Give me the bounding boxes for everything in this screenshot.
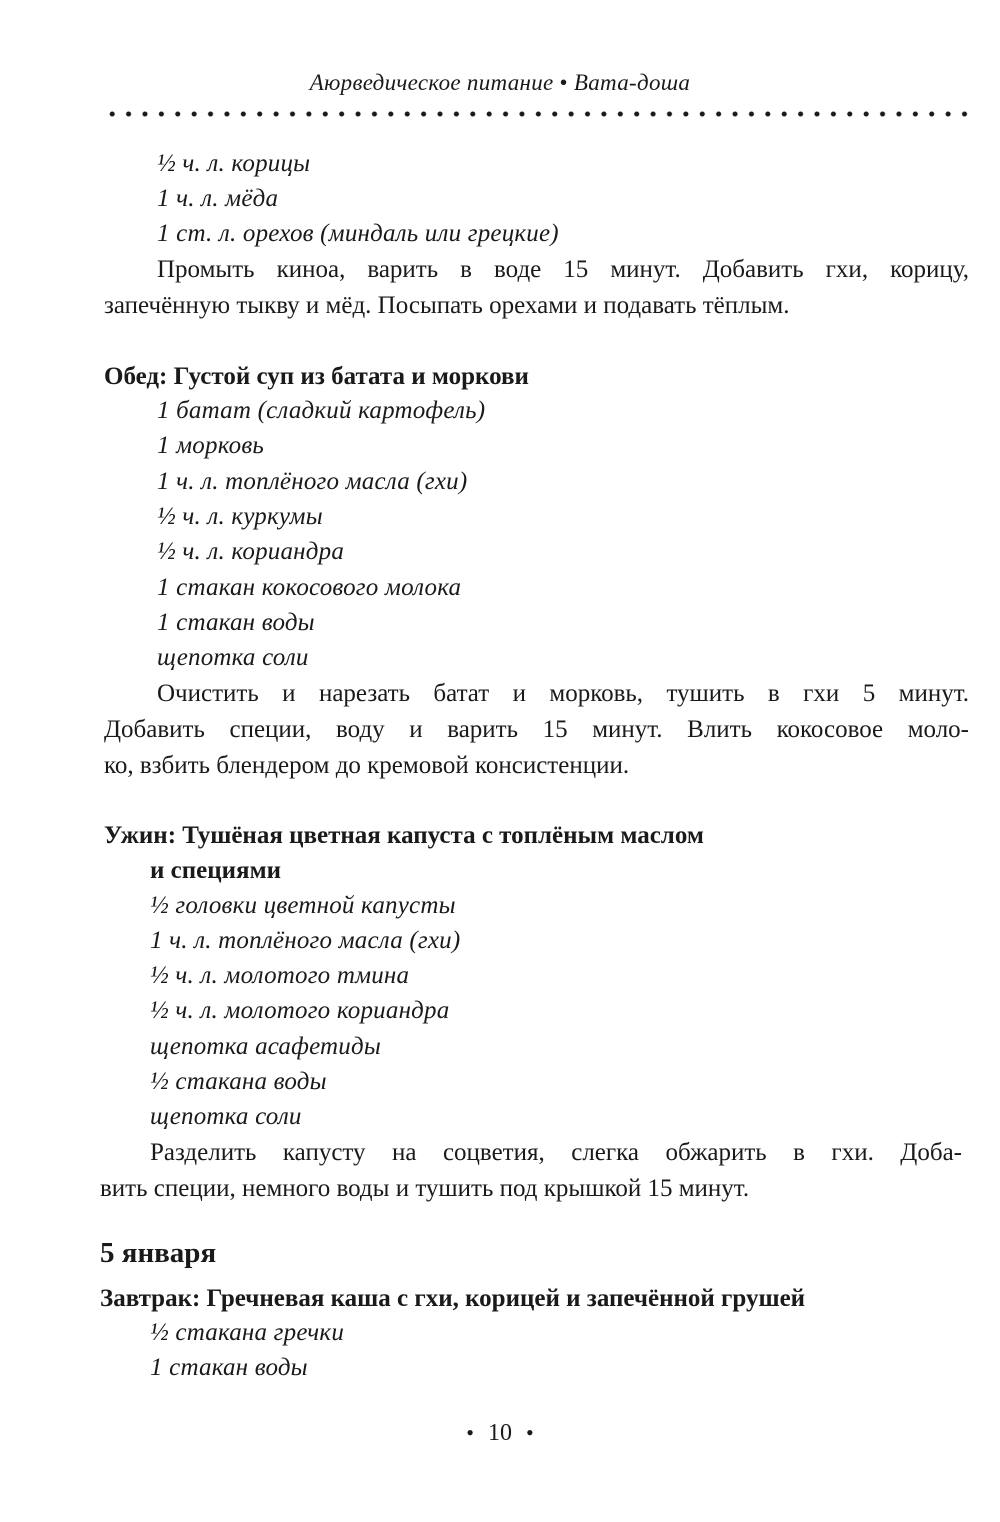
dinner-recipe-title-continued: и специями (150, 857, 282, 884)
instruction-line: Разделить капусту на соцветия, слегка обжарить в гхи. Доба- (150, 1139, 962, 1166)
instruction-line: ко, взбить блендером до кремовой консистенции. (104, 752, 630, 779)
ingredient-line: ½ ч. л. корицы (157, 150, 311, 177)
ingredient-line: 1 ч. л. топлёного масла (гхи) (150, 927, 461, 954)
ingredient-line: щепотка соли (157, 644, 309, 671)
breakfast-recipe-title: Завтрак: Гречневая каша с гхи, корицей и запечённой грушей (100, 1285, 806, 1312)
ingredient-line: ½ ч. л. молотого кориандра (150, 997, 450, 1024)
ingredient-line: 1 ст. л. орехов (миндаль или грецкие) (157, 220, 559, 247)
ingredient-line: 1 ч. л. топлёного масла (гхи) (157, 468, 468, 495)
header-book-title: Аюрведическое питание (309, 70, 554, 95)
ingredient-line: ½ головки цветной капусты (150, 892, 456, 919)
lunch-recipe-title: Обед: Густой суп из батата и моркови (104, 363, 529, 390)
ingredient-line: ½ стакана воды (150, 1068, 327, 1095)
page-number: 10 (488, 1420, 512, 1446)
page-footer (0, 1420, 1000, 1447)
header-chapter-title: Вата-доша (573, 70, 691, 95)
ingredient-line: ½ стакана гречки (150, 1319, 345, 1346)
footer-bullet-left: • (466, 1420, 474, 1445)
ingredient-line: ½ ч. л. кориандра (157, 538, 345, 565)
ingredient-line: 1 батат (сладкий картофель) (157, 397, 486, 424)
ingredient-line: 1 морковь (157, 432, 264, 459)
footer-bullet-right: • (526, 1420, 534, 1445)
instruction-line: запечённую тыкву и мёд. Посыпать орехами и подавать тёплым. (104, 292, 790, 319)
instruction-line: Добавить специи, воду и варить 15 минут. Влить кокосовое моло- (104, 716, 969, 743)
ingredient-line: щепотка асафетиды (150, 1033, 381, 1060)
instruction-line: вить специи, немного воды и тушить под крышкой 15 минут. (100, 1175, 750, 1202)
header-separator: • (559, 70, 568, 95)
ingredient-line: 1 стакан воды (157, 609, 315, 636)
header-dotted-rule (104, 108, 976, 120)
ingredient-line: 1 стакан кокосового молока (157, 574, 462, 601)
dinner-recipe-title: Ужин: Тушёная цветная капуста с топлёным маслом (104, 822, 704, 849)
ingredient-line: щепотка соли (150, 1103, 302, 1130)
ingredient-line: ½ ч. л. молотого тмина (150, 962, 410, 989)
ingredient-line: ½ ч. л. куркумы (157, 503, 323, 530)
day-heading: 5 января (100, 1237, 217, 1269)
instruction-line: Промыть киноа, варить в воде 15 минут. Добавить гхи, корицу, (157, 256, 969, 283)
ingredient-line: 1 ч. л. мёда (157, 185, 279, 212)
ingredient-line: 1 стакан воды (150, 1354, 308, 1381)
instruction-line: Очистить и нарезать батат и морковь, тушить в гхи 5 минут. (157, 680, 969, 707)
running-header (0, 70, 1000, 96)
